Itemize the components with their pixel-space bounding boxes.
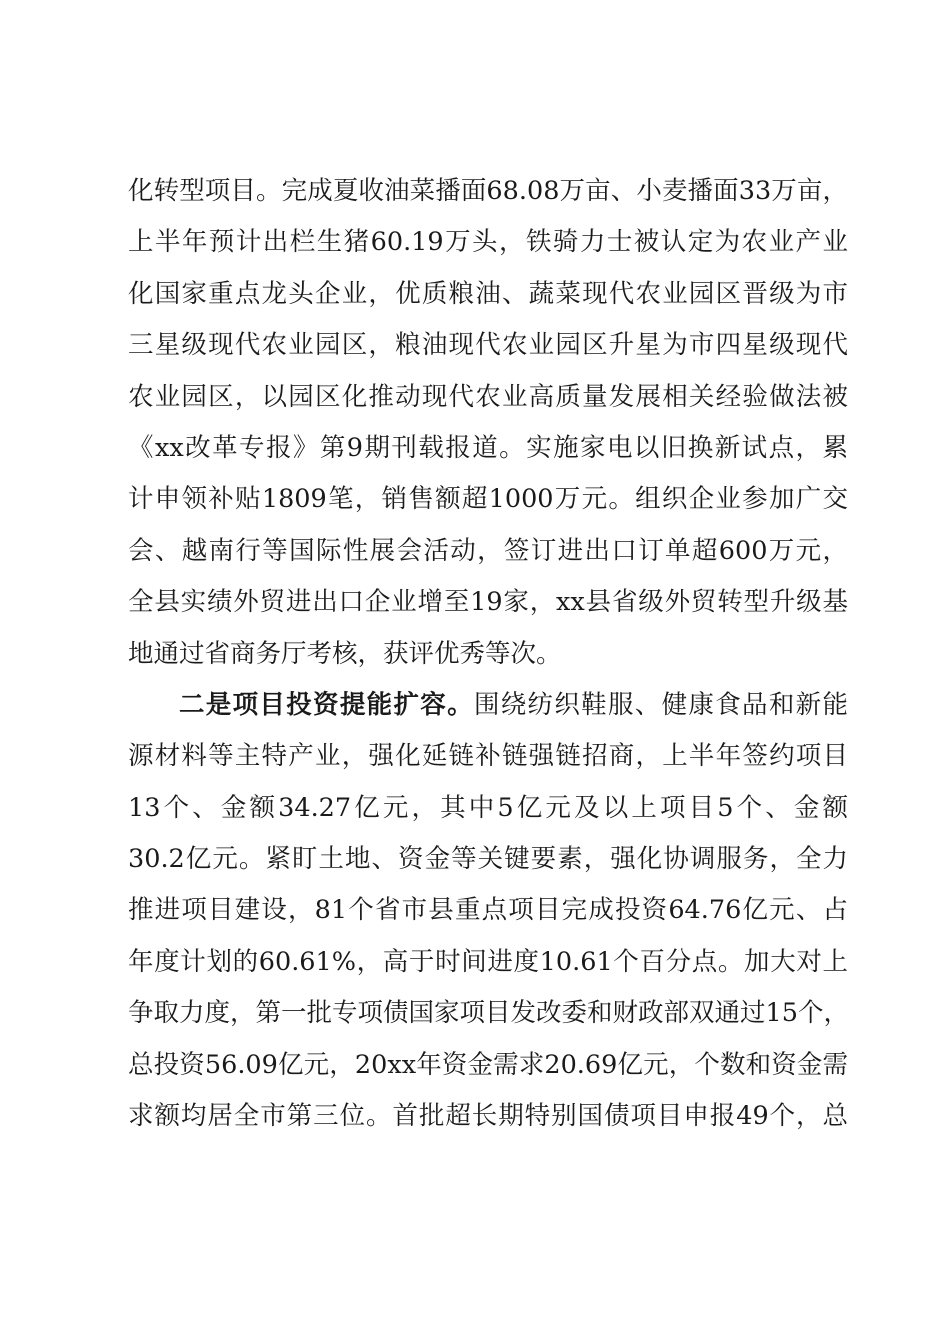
text-line: 争取力度，第一批专项债国家项目发改委和财政部双通过15个， [128,998,849,1029]
text-line: 化转型项目。完成夏收油菜播面68.08万亩、小麦播面33万亩， [128,176,848,206]
paragraph-agriculture-trade [128,166,848,680]
text-line: 推进项目建设，81个省市县重点项目完成投资64.76亿元、占 [128,895,848,926]
text-line: 化国家重点龙头企业，优质粮油、蔬菜现代农业园区晋级为市 [128,278,848,309]
text-line: 会、越南行等国际性展会活动，签订进出口订单超600万元， [128,535,848,566]
text-line-first [128,680,848,731]
text-line: 全县实绩外贸进出口企业增至19家，xx县省级外贸转型升级基 [128,587,848,618]
text-line: 三星级现代农业园区，粮油现代农业园区升星为市四星级现代 [128,330,848,361]
text-line: 30.2亿元。紧盯土地、资金等关键要素，强化协调服务，全力 [128,844,848,875]
text-line: 总投资56.09亿元，20xx年资金需求20.69亿元，个数和资金需 [128,1049,848,1080]
text-line: 求额均居全市第三位。首批超长期特别国债项目申报49个，总 [128,1101,848,1132]
document-body [128,166,848,1142]
text-line: 农业园区，以园区化推动现代农业高质量发展相关经验做法被 [128,381,848,412]
paragraph-project-investment [128,680,848,1143]
paragraph-lead-heading: 二是项目投资提能扩容。 [179,689,474,720]
text-line: 上半年预计出栏生猪60.19万头，铁骑力士被认定为农业产业 [128,227,848,258]
text-line: 源材料等主特产业，强化延链补链强链招商，上半年签约项目 [128,741,848,772]
text-line: 年度计划的60.61%，高于时间进度10.61个百分点。加大对上 [128,946,848,977]
text-line: 计申领补贴1809笔，销售额超1000万元。组织企业参加广交 [128,484,848,515]
text-line: 13个、金额34.27亿元，其中5亿元及以上项目5个、金额 [128,792,848,823]
text-line: 《xx改革专报》第9期刊载报道。实施家电以旧换新试点，累 [128,432,848,463]
text-line-rest: 围绕纺织鞋服、健康食品和新能 [473,689,848,720]
text-line: 地通过省商务厅考核，获评优秀等次。 [128,638,562,669]
